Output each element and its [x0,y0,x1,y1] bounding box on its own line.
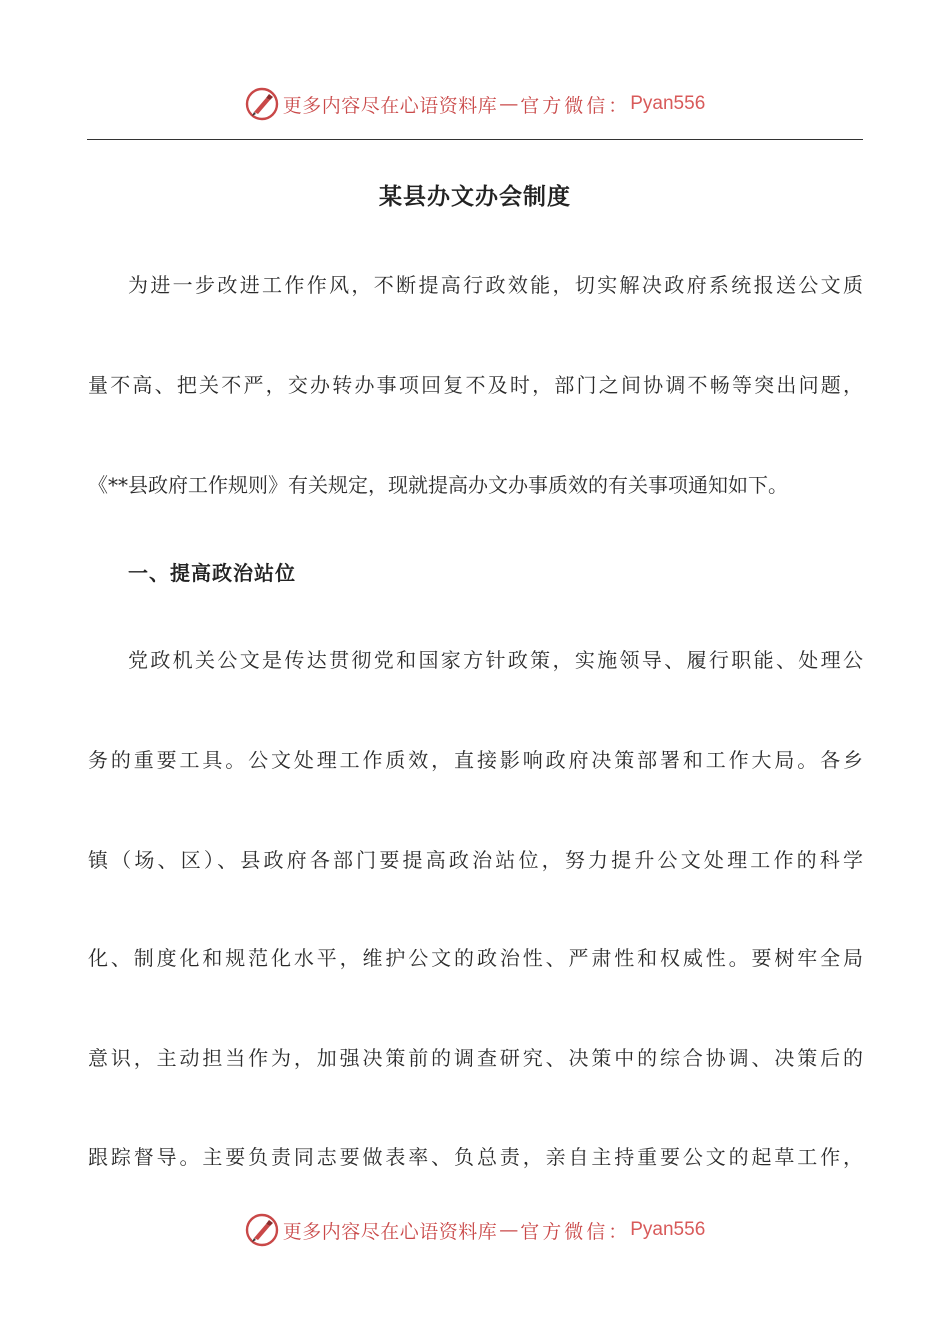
banner-separator: — [499,1219,519,1241]
paragraph-line: 为进一步改进工作作风，不断提高行政效能，切实解决政府系统报送公文质 [128,273,863,297]
banner-text: 更多内容尽在心语资料库 [282,1220,498,1243]
banner-wechat-id: Pyan556 [630,93,706,114]
header-divider [87,139,863,140]
paragraph-line: 务的重要工具。公文处理工作质效，直接影响政府决策部署和工作大局。各乡 [88,748,863,772]
paragraph-line: 跟踪督导。主要负责同志要做表率、负总责，亲自主持重要公文的起草工作， [88,1145,863,1169]
pen-logo-icon [245,87,279,121]
paragraph-line: 镇（场、区）、县政府各部门要提高政治站位，努力提升公文处理工作的科学 [88,848,863,872]
paragraph-line: 量不高、把关不严，交办转办事项回复不及时，部门之间协调不畅等突出问题， [88,373,863,397]
pen-logo-icon [245,1213,279,1247]
paragraph-line: 化、制度化和规范化水平，维护公文的政治性、严肃性和权威性。要树牢全局 [88,946,863,970]
document-title: 某县办文办会制度 [379,184,571,210]
paragraph-line: 意识，主动担当作为，加强决策前的调查研究、决策中的综合协调、决策后的 [88,1046,863,1070]
paragraph-line: 党政机关公文是传达贯彻党和国家方针政策，实施领导、履行职能、处理公 [128,648,863,672]
banner-separator: — [499,93,519,115]
banner-text: 更多内容尽在心语资料库 [282,94,498,117]
section-heading: 一、提高政治站位 [128,561,296,585]
banner-wechat-label: 官方微信： [520,94,631,117]
banner-wechat-label: 官方微信： [520,1220,631,1243]
header-banner [0,84,950,124]
footer-banner [0,1210,950,1250]
banner-wechat-id: Pyan556 [630,1219,706,1240]
paragraph-line: 《**县政府工作规则》有关规定，现就提高办文办事质效的有关事项通知如下。 [88,473,788,497]
